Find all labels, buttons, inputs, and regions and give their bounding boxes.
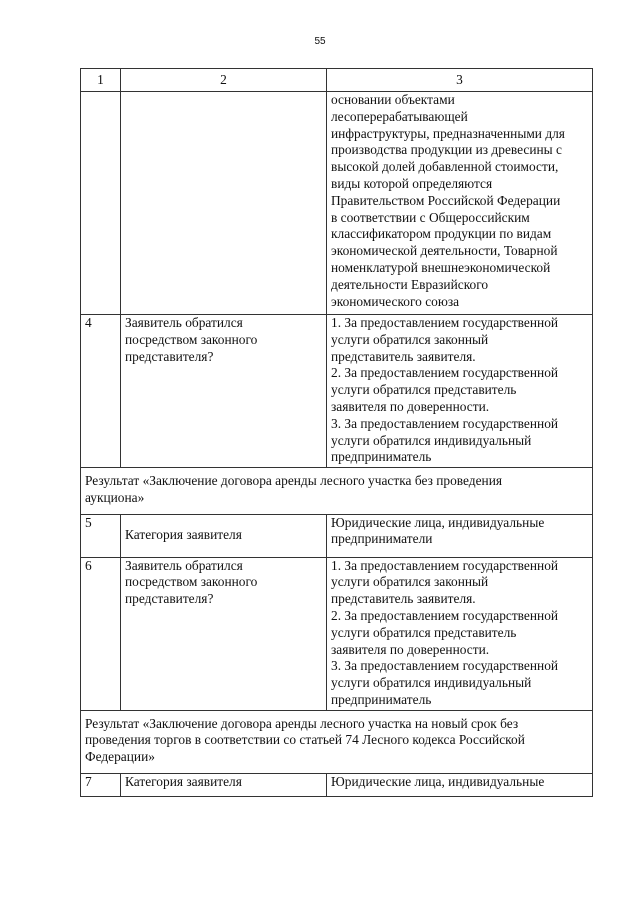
row-answer: 1. За предоставлением государственной услуги обратился законный представитель заявителя. 2. За предоставлением государственной услуги обратился представитель заявителя по доверенности. 3. За предоставлением государственной услуги обратился индивидуальный предприниматель: [327, 315, 593, 468]
header-col-3: 3: [327, 69, 593, 92]
table-row-continued: [81, 92, 593, 315]
table-row-5: [81, 514, 593, 557]
header-col-2: 2: [121, 69, 327, 92]
row-question: Заявитель обратился посредством законного представителя?: [121, 315, 327, 468]
row-number: 5: [81, 514, 121, 557]
row-question: Категория заявителя: [121, 514, 327, 557]
table-header-row: [81, 69, 593, 92]
page-number: 55: [314, 36, 326, 47]
result-heading: Результат «Заключение договора аренды лесного участка на новый срок без проведения торгов в соответствии со статьей 74 Лесного кодекса Российской Федерации»: [81, 710, 593, 773]
row-question: Заявитель обратился посредством законного представителя?: [121, 557, 327, 710]
table-row-6: [81, 557, 593, 710]
table-row-4: [81, 315, 593, 468]
row-number: 7: [81, 773, 121, 796]
result-row-1: [81, 468, 593, 515]
row-number: 4: [81, 315, 121, 468]
row-number: 6: [81, 557, 121, 710]
document-table: [80, 68, 593, 797]
result-heading: Результат «Заключение договора аренды лесного участка без проведения аукциона»: [81, 468, 593, 515]
table-row-7: [81, 773, 593, 796]
row-answer: Юридические лица, индивидуальные предприниматели: [327, 514, 593, 557]
row-question: [121, 92, 327, 315]
row-answer: основании объектами лесоперерабатывающей инфраструктуры, предназначенными для производства продукции из древесины с высокой долей добавленной стоимости, виды которой определяются Правительством Российской Федерации в соответствии с Общероссийским классификатором продукции по видам экономической деятельности, Товарной номенклатурой внешнеэкономической деятельности Евразийского экономического союза: [327, 92, 593, 315]
result-row-2: [81, 710, 593, 773]
row-number: [81, 92, 121, 315]
row-question: Категория заявителя: [121, 773, 327, 796]
row-answer: 1. За предоставлением государственной услуги обратился законный представитель заявителя. 2. За предоставлением государственной услуги обратился представитель заявителя по доверенности. 3. За предоставлением государственной услуги обратился индивидуальный предприниматель: [327, 557, 593, 710]
row-answer: Юридические лица, индивидуальные: [327, 773, 593, 796]
header-col-1: 1: [81, 69, 121, 92]
